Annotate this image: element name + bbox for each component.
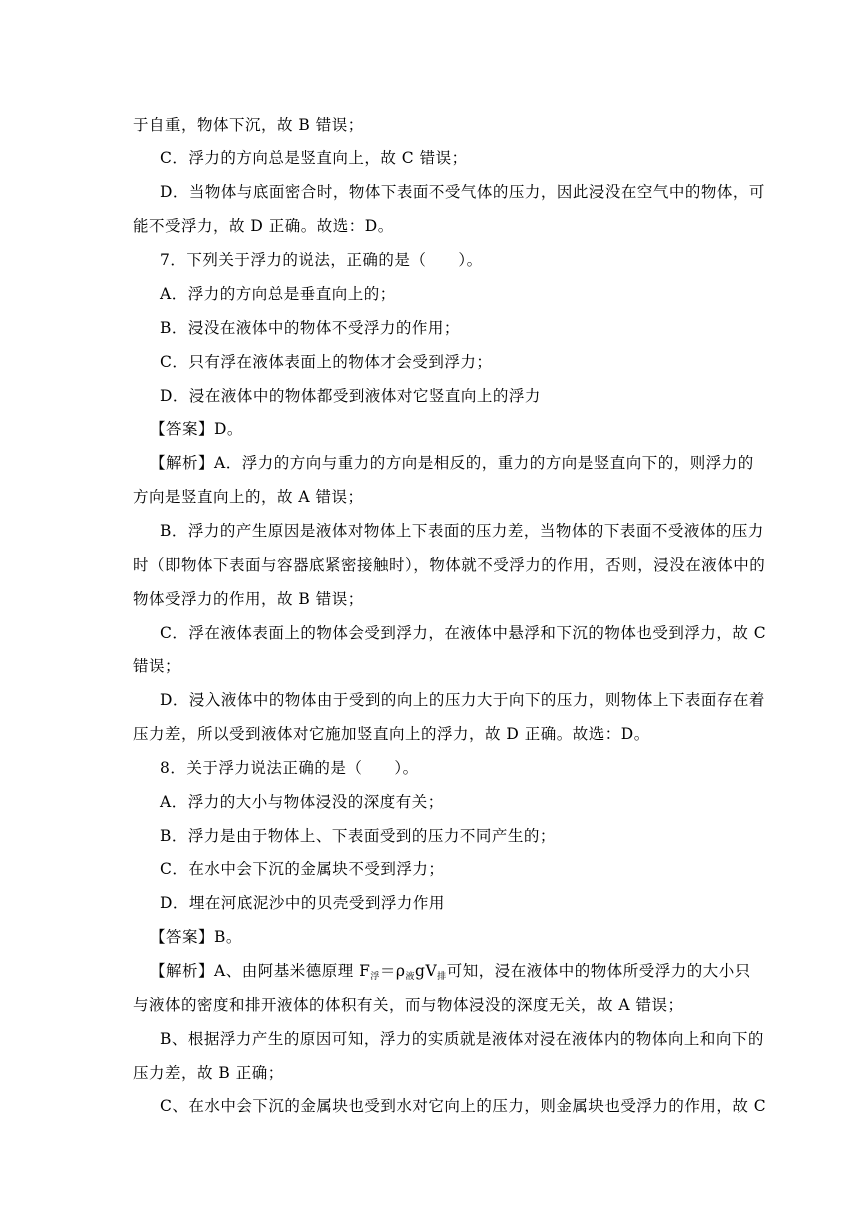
formula-text: 可知，浸在液体中的物体所受浮力的大小只 [446,962,751,980]
option-c: C．只有浮在液体表面上的物体才会受到浮力； [160,353,493,371]
answer-label: 【答案】D。 [150,420,243,438]
option-d: D．浸在液体中的物体都受到液体对它竖直向上的浮力 [160,387,541,405]
option-a: A．浮力的大小与物体浸没的深度有关； [160,793,444,811]
text-line: 方向是竖直向上的，故 A 错误； [133,488,364,506]
text-line: D．当物体与底面密合时，物体下表面不受气体的压力，因此浸没在空气中的物体，可 [160,183,765,201]
text-line: B．浮力的产生原因是液体对物体上下表面的压力差，当物体的下表面不受液体的压力 [160,522,764,540]
text-line: 物体受浮力的作用，故 B 错误； [133,590,364,608]
subscript: 排 [437,972,447,982]
option-b: B．浮力是由于物体上、下表面受到的压力不同产生的； [160,827,556,845]
option-d: D．埋在河底泥沙中的贝壳受到浮力作用 [160,894,445,912]
analysis-line: 【解析】A．浮力的方向与重力的方向是相反的，重力的方向是竖直向下的，则浮力的 [150,454,754,472]
formula-text: 【解析】A、由阿基米德原理 F [150,962,371,980]
text-line: C．浮力的方向总是竖直向上，故 C 错误； [160,149,468,167]
text-line: 压力差，故 B 正确； [133,1064,284,1082]
answer-label: 【答案】B。 [150,928,242,946]
text-line: 能不受浮力，故 D 正确。故选：D。 [133,217,394,235]
text-line: 于自重，物体下沉，故 B 错误； [133,116,364,134]
text-line: B、根据浮力产生的原因可知，浮力的实质就是液体对浸在液体内的物体向上和向下的 [160,1030,764,1048]
formula-text: ＝ρ [379,962,406,980]
text-line: 压力差，所以受到液体对它施加竖直向上的浮力，故 D 正确。故选：D。 [133,725,650,743]
text-line: C．浮在液体表面上的物体会受到浮力，在液体中悬浮和下沉的物体也受到浮力，故 C [160,624,767,642]
question-8-stem: 8．关于浮力说法正确的是（ ）。 [160,759,419,777]
text-line: 错误； [133,657,182,675]
option-a: A．浮力的方向总是垂直向上的； [160,285,396,303]
text-line: 时（即物体下表面与容器底紧密接触时），物体就不受浮力的作用，否则，浸没在液体中的 [133,556,766,574]
formula-line [150,959,751,982]
text-line: C、在水中会下沉的金属块也受到水对它向上的压力，则金属块也受浮力的作用，故 C [160,1097,767,1115]
option-c: C．在水中会下沉的金属块不受到浮力； [160,860,445,878]
text-line: 与液体的密度和排开液体的体积有关，而与物体浸没的深度无关，故 A 错误； [133,996,684,1014]
subscript: 液 [405,972,416,982]
formula-text: gV [415,962,438,980]
subscript: 浮 [370,972,380,982]
option-b: B．浸没在液体中的物体不受浮力的作用； [160,319,460,337]
question-7-stem: 7．下列关于浮力的说法，正确的是（ ）。 [160,251,483,269]
text-line: D．浸入液体中的物体由于受到的向上的压力大于向下的压力，则物体上下表面存在着 [160,691,765,709]
